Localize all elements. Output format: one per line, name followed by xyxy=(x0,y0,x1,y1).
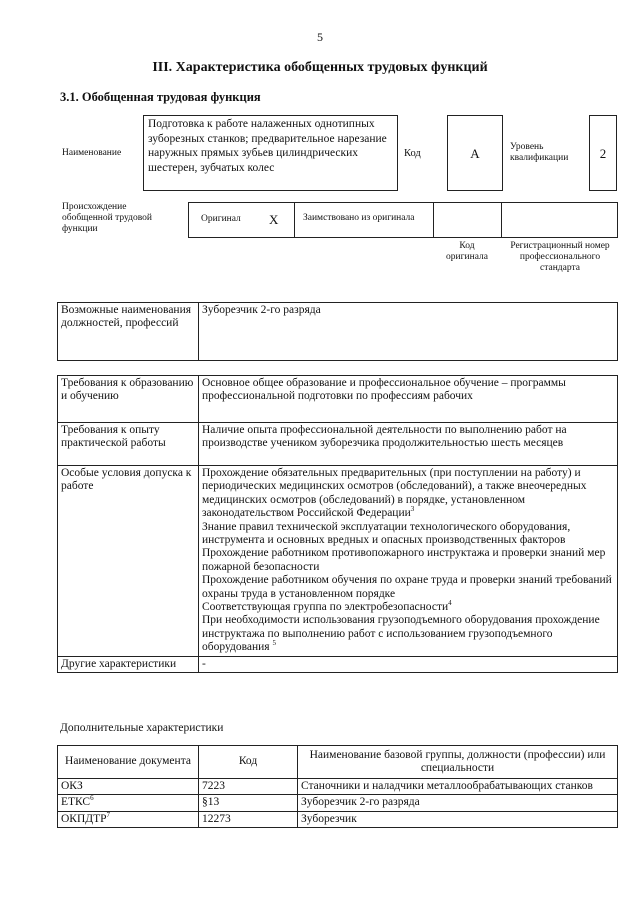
special-item: Знание правил технической эксплуатации технологического оборудования, инструмента и основных вредных и опасных производственных факторов xyxy=(202,520,571,547)
code-caption: Код оригинала xyxy=(446,241,488,262)
level-value: 2 xyxy=(589,115,617,191)
positions-value: Зуборезчик 2-го разряда xyxy=(199,303,618,361)
origin-label: Происхождение обобщенной трудовой функции xyxy=(62,202,152,234)
origin-original-cell xyxy=(188,202,295,238)
additional-title: Дополнительные характеристики xyxy=(60,722,224,734)
row-name: Станочники и наладчики металлообрабатывающих станков xyxy=(298,779,618,795)
col-doc-header: Наименование документа xyxy=(58,746,199,779)
origin-reg-cell xyxy=(501,202,618,238)
original-mark: X xyxy=(269,212,279,227)
row-code: §13 xyxy=(199,795,298,811)
special-conditions xyxy=(199,466,618,657)
row-doc: ОКЗ xyxy=(58,779,199,795)
code-value: A xyxy=(447,115,503,191)
table-row xyxy=(58,779,618,795)
education-label: Требования к образованию и обучению xyxy=(58,376,199,423)
code-label: Код xyxy=(404,148,421,159)
row-name: Зуборезчик 2-го разряда xyxy=(298,795,618,811)
origin-borrowed-cell xyxy=(294,202,434,238)
special-item: Прохождение обязательных предварительных (при поступлении на работу) и периодических медицинских осмотров (обследований), а также внеочередных медицинских осмотров (обследований) в порядке, установленном законодательством Российской Федерации$^3$ xyxy=(202,467,587,520)
education-value: Основное общее образование и профессиональное обучение – программы профессиональной подготовки по профессиям рабочих xyxy=(199,376,618,423)
col-code-header: Код xyxy=(199,746,298,779)
row-doc: ЕТКС$^6$ xyxy=(58,795,199,811)
row-name: Зуборезчик xyxy=(298,811,618,827)
page-number: 5 xyxy=(317,30,323,44)
name-label: Наименование xyxy=(62,148,122,158)
row-code: 7223 xyxy=(199,779,298,795)
special-label: Особые условия допуска к работе xyxy=(58,466,199,657)
borrowed-label: Заимствовано из оригинала xyxy=(303,213,415,223)
section-title: III. Характеристика обобщенных трудовых функций xyxy=(152,60,488,75)
additional-table xyxy=(57,745,618,828)
table-row xyxy=(58,811,618,827)
special-item: Прохождение работником обучения по охране труда и проверки знаний требований охраны труда в установленном порядке xyxy=(202,574,612,600)
table-row xyxy=(58,795,618,811)
origin-code-cell xyxy=(433,202,502,238)
subsection-title: 3.1. Обобщенная трудовая функция xyxy=(60,90,261,104)
experience-label: Требования к опыту практической работы xyxy=(58,423,199,466)
other-value: - xyxy=(199,656,618,672)
reg-caption: Регистрационный номер профессионального стандарта xyxy=(510,241,610,273)
original-label: Оригинал xyxy=(201,214,241,224)
experience-value: Наличие опыта профессиональной деятельности по выполнению работ на производстве учеником зуборезчика продолжительностью шесть месяцев xyxy=(199,423,618,466)
level-label: Уровень квалификации xyxy=(510,142,569,163)
positions-label: Возможные наименования должностей, профессий xyxy=(58,303,199,361)
special-item: Соответствующая группа по электробезопасности$^4$ xyxy=(202,599,452,614)
other-label: Другие характеристики xyxy=(58,656,199,672)
col-name-header: Наименование базовой группы, должности (профессии) или специальности xyxy=(298,746,618,779)
name-value: Подготовка к работе налаженных однотипных зуборезных станков; предварительное нарезание наружных прямых зубьев цилиндрических шестерен, зубчатых колес xyxy=(143,115,398,191)
special-item: Прохождение работником противопожарного инструктажа и проверки знаний мер пожарной безопасности xyxy=(202,547,606,573)
special-item: При необходимости использования грузоподъемного оборудования прохождение инструктажа по выполнению работ с использованием грузоподъемного оборудования $^5$ xyxy=(202,614,600,654)
row-code: 12273 xyxy=(199,811,298,827)
positions-table xyxy=(57,302,618,361)
row-doc: ОКПДТР$^7$ xyxy=(58,811,199,827)
requirements-table xyxy=(57,375,618,673)
